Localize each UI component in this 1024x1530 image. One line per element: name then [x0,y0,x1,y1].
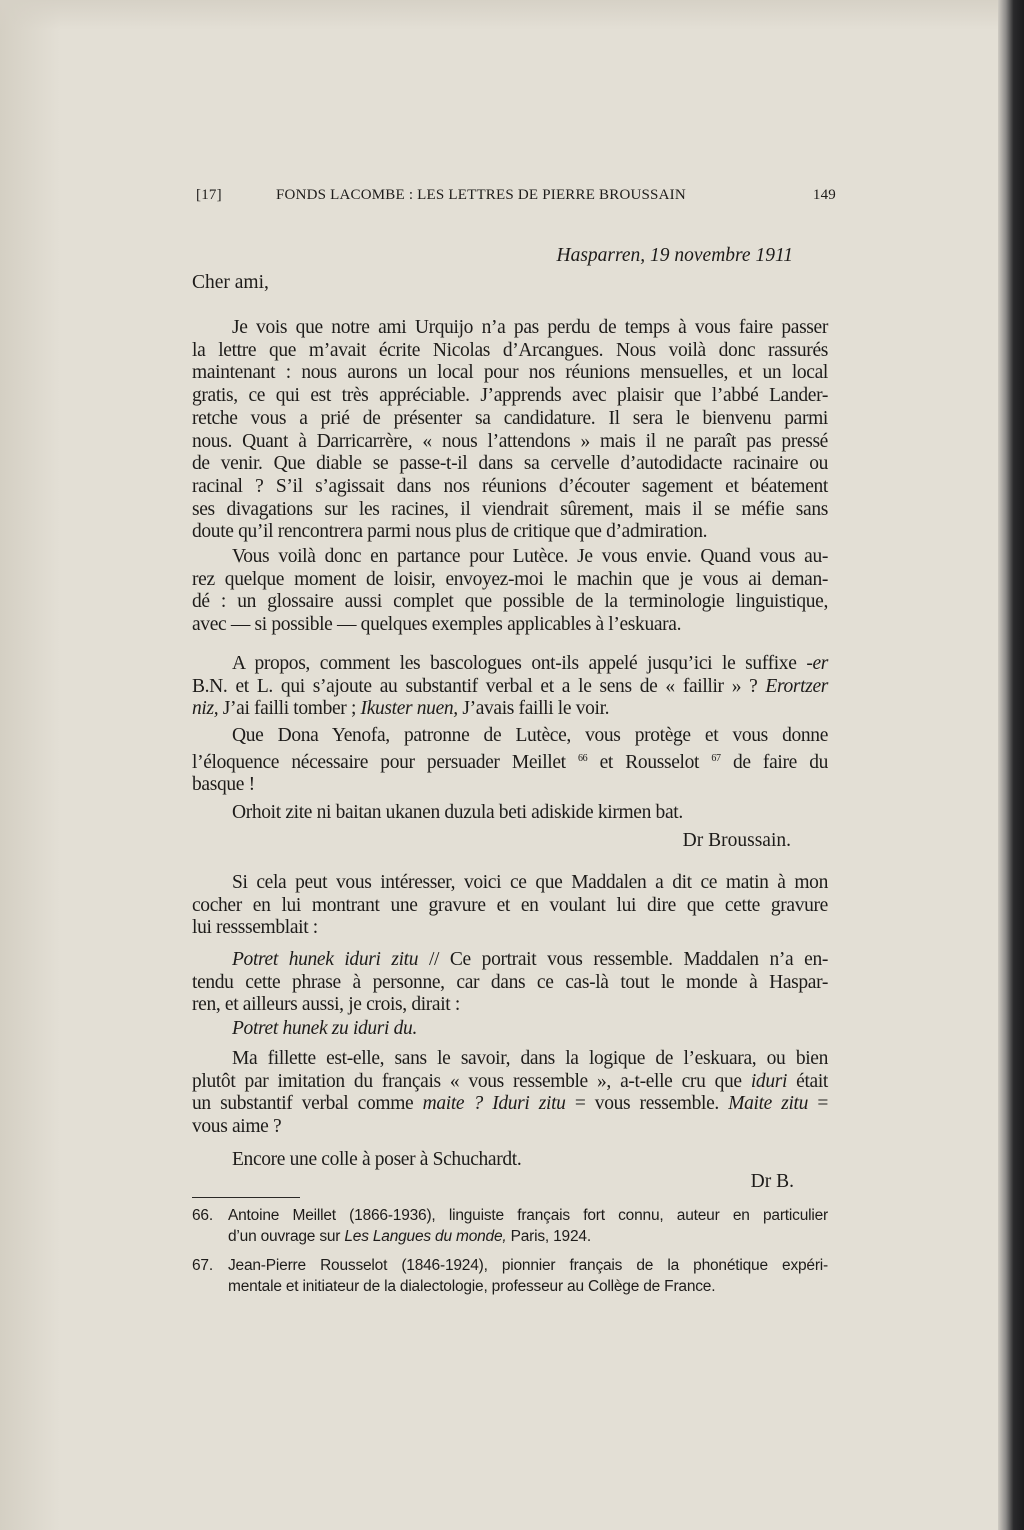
text-run: avec — si possible — quelques exemples applicables à l’eskuara. [192,614,682,636]
italic-text: niz, [192,698,219,720]
footnote-reference: 66 [578,752,588,764]
text-line [192,895,828,918]
text-line [192,591,828,614]
text-run: dé : un glossaire aussi complet que possible de la terminologie linguistique, [192,591,828,613]
text-line [192,408,828,431]
text-line [192,431,828,454]
letter-paragraph [192,653,828,721]
text-run: un substantif verbal comme [192,1093,423,1115]
footnote-text [228,1255,828,1297]
footnote-rule [192,1197,300,1198]
text-run: rez quelque moment de loisir, envoyez-moi le machin que je vous ai deman- [192,568,828,590]
text-run: de faire du [720,751,828,773]
text-line [192,1093,828,1116]
letter-paragraph [192,546,828,637]
text-run: de venir. Que diable se passe-t-il dans sa cervelle d’autodidacte racinaire ou [192,453,828,475]
text-line [192,1149,828,1172]
text-run: mentale et initiateur de la dialectologie, professeur au Collège de France. [228,1278,716,1295]
page-left-margin [0,0,60,1530]
text-run: basque ! [192,774,255,796]
text-line [192,569,828,592]
postscript-paragraph [192,949,828,1017]
postscript-paragraph [192,1018,828,1041]
text-run: A propos, comment les bascologues ont-ils appelé jusqu’ici le suffixe [232,653,807,674]
text-run: et Rousselot [587,751,712,773]
text-line [192,917,828,940]
footnote-reference: 67 [711,752,721,764]
text-line [228,1226,828,1247]
letter-paragraph [192,317,828,544]
text-line [192,1116,828,1139]
text-run: ses divagations sur les racines, il viendrait sûrement, mais il se méfie sans [192,498,828,520]
page-binding-edge [998,0,1024,1530]
text-line [192,698,828,721]
footnote-number: 67. [192,1257,213,1274]
page-number: 149 [812,187,836,203]
text-line [192,725,828,748]
postscript-paragraph [192,1048,828,1139]
text-line [192,949,828,972]
text-line [192,521,828,544]
italic-text: -er [806,653,828,674]
dateline: Hasparren, 19 novembre 1911 [556,245,793,266]
italic-text: Les Langues du monde, [344,1228,507,1245]
text-run: tendu cette phrase à personne, car dans ce cas-là tout le monde à Haspar- [192,971,828,993]
text-run: cocher en lui montrant une gravure et en voulant lui dire que cette gravure [192,894,828,916]
text-line [228,1255,828,1276]
running-title: FONDS LACOMBE : LES LETTRES DE PIERRE BROUSSAIN [276,187,686,203]
text-run: vous aime ? [192,1116,282,1138]
text-run: Paris, 1924. [506,1228,591,1245]
italic-text: Potret hunek zu iduri du. [232,1018,417,1039]
text-run: Que Dona Yenofa, patronne de Lutèce, vous protège et vous donne [232,725,828,746]
postscript-signature: Dr B. [750,1171,794,1192]
text-run: Antoine Meillet (1866-1936), linguiste français fort connu, auteur en particulier [228,1207,828,1224]
text-run: J’avais failli le voir. [457,698,610,720]
section-number: [17] [196,187,222,203]
text-line [192,972,828,995]
text-line [192,476,828,499]
letter-paragraph [192,725,828,797]
text-line [192,653,828,676]
text-run: Si cela peut vous intéresser, voici ce que Maddalen a dit ce matin à mon [232,872,828,893]
italic-text: Erortzer [765,675,828,697]
text-run: l’éloquence nécessaire pour persuader Meillet [192,751,579,773]
text-line [192,453,828,476]
signature: Dr Broussain. [682,830,791,851]
text-line [192,385,828,408]
text-run: la lettre que m’avait écrite Nicolas d’Arcangues. Nous voilà donc rassurés [192,339,828,361]
text-line [192,994,828,1017]
text-run: maintenant : nous aurons un local pour nos réunions mensuelles, et un local [192,362,828,384]
text-run: était [787,1070,829,1092]
text-line [192,317,828,340]
text-line [192,1048,828,1071]
text-run: B.N. et L. qui s’ajoute au substantif verbal et a le sens de « faillir » ? [192,675,766,697]
text-line [192,546,828,569]
text-run: // Ce portrait vous ressemble. Maddalen n’a en- [418,949,828,970]
text-line [192,676,828,699]
text-run: racinal ? S’il s’agissait dans nos réunions d’écouter sagement et béatement [192,475,828,497]
text-line [192,340,828,363]
postscript-paragraph [192,1149,828,1172]
text-run: retche vous a prié de présenter sa candidature. Il sera le bienvenu parmi [192,407,828,429]
text-line [192,872,828,895]
text-run: Ma fillette est-elle, sans le savoir, dans la logique de l’eskuara, ou bien [232,1048,828,1069]
text-line [192,1071,828,1094]
italic-text: Ikuster nuen, [360,698,458,720]
text-line [192,1018,828,1041]
footnote-number: 66. [192,1207,213,1224]
text-run: Jean-Pierre Rousselot (1846-1924), pionnier français de la phonétique expéri- [228,1257,828,1274]
text-run: nous. Quant à Darricarrère, « nous l’attendons » mais il ne paraît pas pressé [192,430,828,452]
text-line [228,1276,828,1297]
text-line [228,1205,828,1226]
text-line [192,362,828,385]
text-run: Orhoit zite ni baitan ukanen duzula beti adiskide kirmen bat. [232,802,683,823]
text-run: ren, et ailleurs aussi, je crois, dirait : [192,994,460,1016]
text-run: Encore une colle à poser à Schuchardt. [232,1149,522,1170]
text-line [192,614,828,637]
text-run: lui resssemblait : [192,917,318,939]
text-run: = [808,1093,828,1115]
italic-text: maite ? Iduri zitu [422,1093,566,1115]
text-line [192,802,828,825]
text-line [192,499,828,522]
text-run: = vous ressemble. [565,1093,729,1115]
italic-text: Potret hunek iduri zitu [232,949,419,970]
italic-text: Maite zitu [728,1093,809,1115]
text-run: plutôt par imitation du français « vous ressemble », a-t-elle cru que [192,1070,751,1092]
footnote-text [228,1205,828,1247]
salutation: Cher ami, [192,272,269,293]
text-line [192,774,828,797]
text-line [192,748,828,775]
page-top-shadow [0,0,1000,30]
letter-paragraph [192,802,828,825]
text-run: J’ai failli tomber ; [218,698,361,720]
text-run: gratis, ce qui est très appréciable. J’apprends avec plaisir que l’abbé Lander- [192,385,828,407]
text-run: Vous voilà donc en partance pour Lutèce. Je vous envie. Quand vous au- [232,546,828,567]
text-run: Je vois que notre ami Urquijo n’a pas perdu de temps à vous faire passer [232,317,828,338]
text-run: doute qu’il rencontrera parmi nous plus de critique que d’admiration. [192,521,708,543]
text-run: d’un ouvrage sur [228,1228,345,1245]
postscript-paragraph [192,872,828,940]
italic-text: iduri [750,1070,788,1092]
